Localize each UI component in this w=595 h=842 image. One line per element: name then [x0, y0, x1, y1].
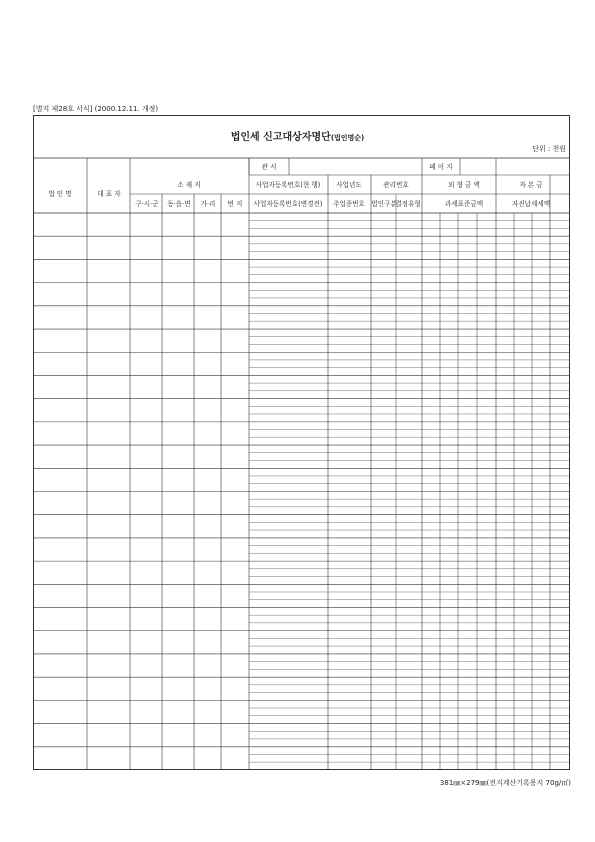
unit-label: 단위 : 천원 — [532, 145, 566, 153]
header-main-biz-no: 주업종번호 — [333, 200, 365, 208]
header-biz-year: 사업년도 — [336, 181, 362, 189]
header-capital: 자 본 금 — [519, 181, 543, 189]
header-biz-reg-changed: 사업자등록번호(변경전) — [253, 200, 323, 208]
header-addr-bunji: 번 지 — [227, 200, 243, 208]
header-foreign-amount: 외 형 금 액 — [448, 181, 480, 189]
title-sub: (법인명순) — [330, 134, 365, 142]
header-decision-type: 결정유형 — [395, 200, 421, 208]
header-mgmt-no: 관리번호 — [383, 181, 409, 189]
title-main: 법인세 신고대상자명단 — [230, 132, 331, 143]
header-addr-dong: 동·읍·면 — [167, 200, 191, 208]
header-address: 소 재 지 — [177, 181, 201, 189]
header-self-paid-tax: 자진납세세액 — [511, 200, 551, 208]
header-addr-ri: 가·리 — [200, 200, 216, 208]
header-addr-si: 구·시·군 — [135, 200, 159, 208]
header-biz-reg-current: 사업자등록번호(현 행) — [255, 181, 321, 189]
header-page: 페 이 지 — [429, 163, 453, 171]
header-jurisdiction: 관 서 — [261, 163, 277, 171]
header-corp-name: 법 인 명 — [48, 190, 72, 198]
header-ceo: 대 표 자 — [97, 190, 121, 198]
paper-spec-footer: 381㎜×279㎜(전지계산기록용지 70g/㎡) — [439, 779, 571, 787]
form-reference: [별지 제28호 서식] (2000.12.11. 개정) — [33, 105, 159, 113]
header-corp-type: 법인구분 — [371, 200, 397, 208]
header-tax-base: 과세표준금액 — [444, 200, 484, 208]
